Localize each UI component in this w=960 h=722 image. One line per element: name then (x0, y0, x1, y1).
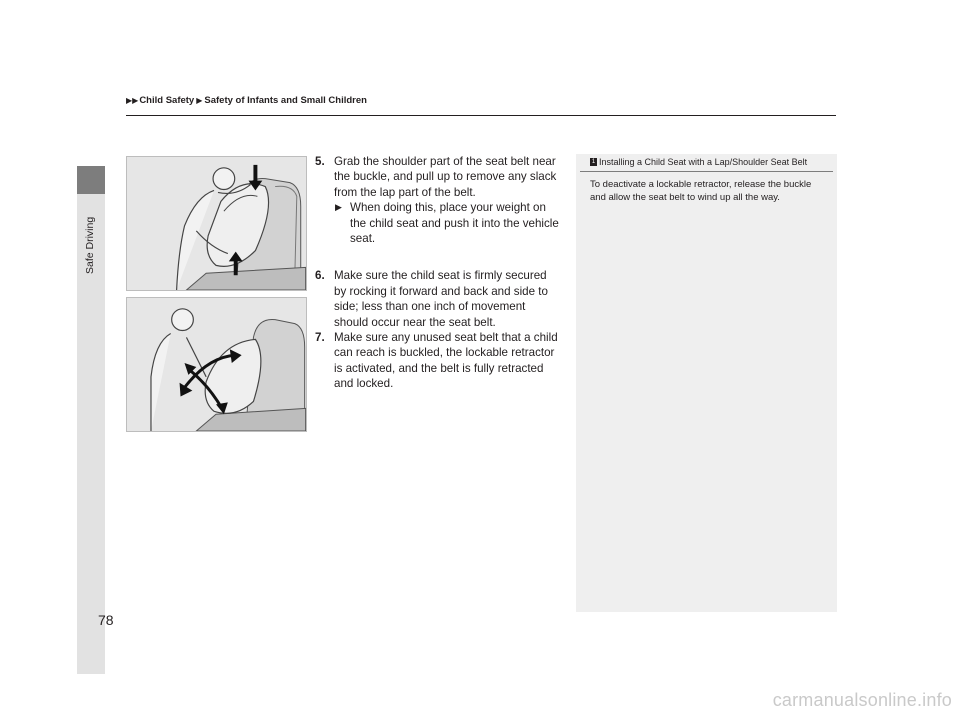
side-note-header (580, 154, 833, 172)
step-number: 7. (315, 331, 325, 345)
breadcrumb-item-child-safety[interactable]: Child Safety (139, 95, 195, 106)
step-number: 6. (315, 269, 325, 283)
double-triangle-right-icon: ▶▶ (126, 96, 139, 105)
breadcrumb (126, 95, 367, 106)
step-note-text: When doing this, place your weight on the child seat and push it into the vehicle seat. (350, 201, 559, 246)
side-note-title[interactable]: Installing a Child Seat with a Lap/Shoulder Seat Belt (599, 157, 808, 167)
header-rule (126, 115, 836, 116)
step-text: Grab the shoulder part of the seat belt near the buckle, and pull up to remove any slack from the lap part of the belt. (334, 155, 557, 199)
page-number: 78 (98, 612, 114, 628)
side-note-body: To deactivate a lockable retractor, release the buckle and allow the seat belt to wind up all the way. (590, 179, 812, 203)
illustration-pull-shoulder-belt-svg (127, 157, 306, 290)
illustration-rock-child-seat-svg (127, 298, 306, 431)
breadcrumb-item-infants[interactable]: Safety of Infants and Small Children (204, 95, 367, 106)
section-tab-marker (77, 166, 105, 194)
side-note-box (576, 154, 837, 612)
spacer (315, 246, 561, 268)
step-text: Make sure any unused seat belt that a child can reach is buckled, the lockable retractor is activated, and the belt is fully retracted and locked. (334, 331, 558, 391)
illustration-pull-shoulder-belt (126, 156, 307, 291)
step-6 (315, 268, 561, 330)
triangle-right-icon: ▶ (335, 202, 342, 213)
step-7 (315, 330, 561, 392)
reference-marker-icon: 1 (591, 159, 596, 165)
section-tab-label (80, 214, 102, 334)
section-tab-text: Safe Driving (84, 216, 96, 274)
step-5-note (334, 200, 561, 246)
step-5 (315, 154, 561, 246)
watermark: carmanualsonline.info (772, 690, 952, 710)
triangle-right-icon: ▶ (196, 96, 203, 105)
step-number: 5. (315, 155, 325, 168)
step-text: Make sure the child seat is firmly secured by rocking it forward and back and side to side; less than one inch of movement should occur near the seat belt. (334, 269, 548, 329)
instruction-steps (315, 154, 561, 392)
illustration-rock-child-seat (126, 297, 307, 432)
